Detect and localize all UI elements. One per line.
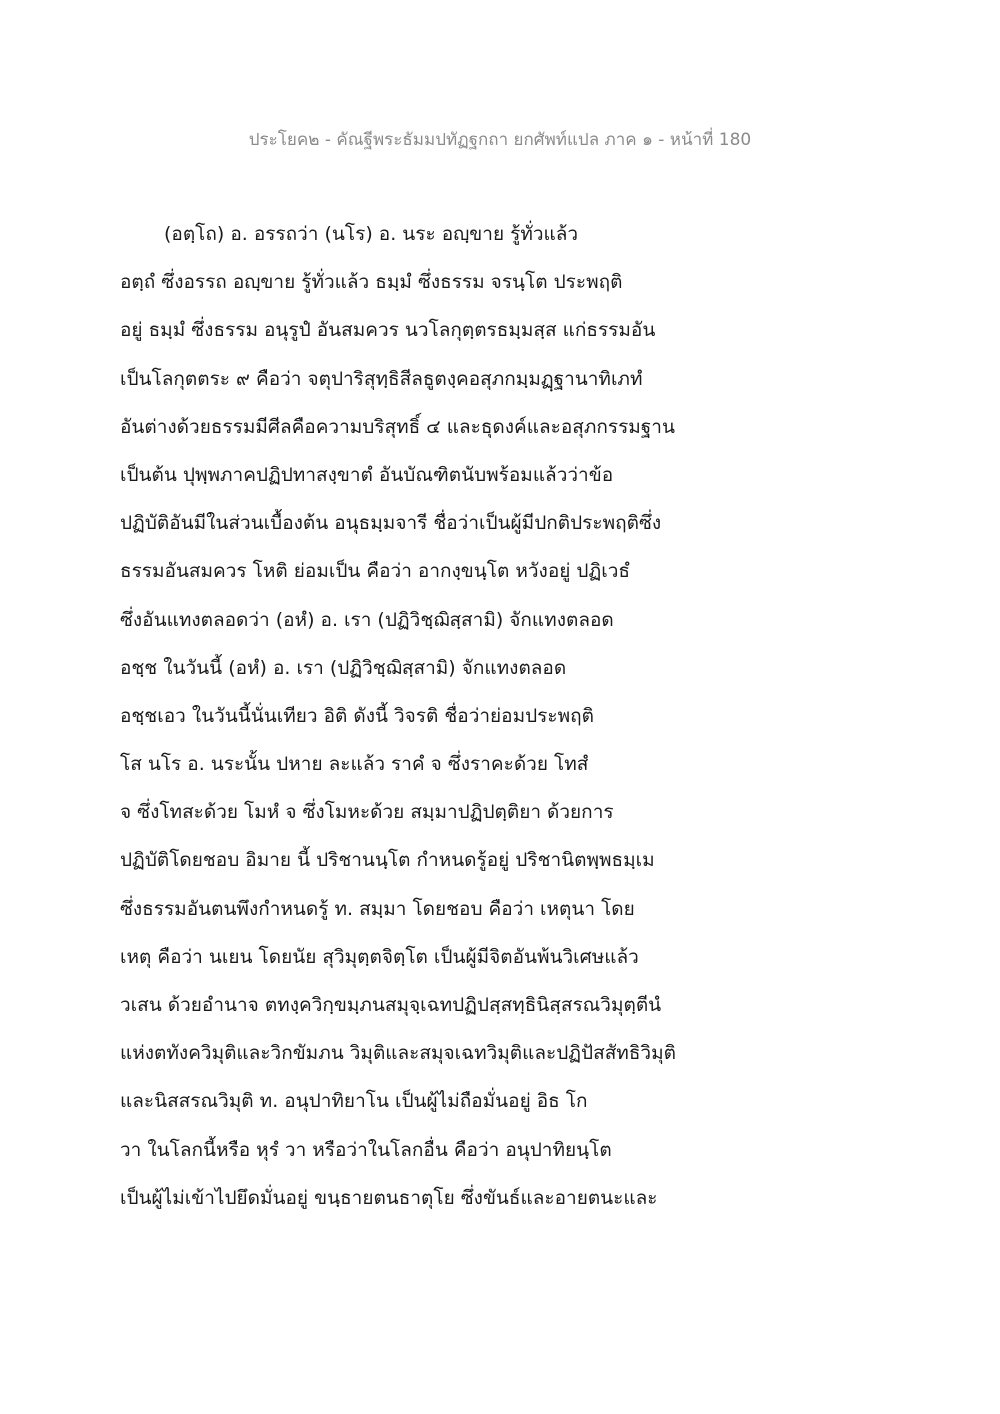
body-text [120,216,720,1228]
text-line: จ ซึ่งโทสะด้วย โมหํ จ ซึ่งโมหะด้วย สมฺมาปฏิปตฺติยา ด้วยการ [120,801,614,824]
text-line: (อตฺโถ) อ. อรรถว่า (นโร) อ. นระ อญฺขาย รู้ทั่วแล้ว [164,223,579,245]
text-line: ธรรมอันสมควร โหติ ย่อมเป็น คือว่า อากงฺขนฺโต หวังอยู่ ปฏิเวธํ [120,560,630,583]
text-line: โส นโร อ. นระนั้น ปหาย ละแล้ว ราคํ จ ซึ่งราคะด้วย โทสํ [120,753,589,776]
text-line: วเสน ด้วยอำนาจ ตทงฺควิกฺขมฺภนสมุจฺเฉทปฏิปสฺสทฺธินิสฺสรณวิมุตฺตีนํ [120,994,662,1016]
text-line: แห่งตทังควิมุติและวิกขัมภน วิมุติและสมุจเฉทวิมุติและปฏิปัสสัทธิวิมุติ [120,1042,676,1065]
text-line: อตฺถํ ซึ่งอรรถ อญฺขาย รู้ทั่วแล้ว ธมฺมํ ซึ่งธรรม จรนฺโต ประพฤติ [120,271,623,294]
text-line: ปฏิบัติอันมีในส่วนเบื้องต้น อนุธมฺมจารี ชื่อว่าเป็นผู้มีปกติประพฤติซึ่ง [120,512,662,535]
text-line: อชฺชเอว ในวันนี้นั่นเทียว อิติ ดังนี้ วิจรติ ชื่อว่าย่อมประพฤติ [120,704,594,727]
running-header: ประโยค๒ - คัณฐีพระธัมมปทัฏฐกถา ยกศัพท์แปล ภาค ๑ - หน้าที่ 180 [248,130,752,150]
text-line: อยู่ ธมฺมํ ซึ่งธรรม อนุรูปํ อันสมควร นวโลกุตฺตรธมฺมสฺส แก่ธรรมอัน [120,319,656,342]
text-line: ซึ่งธรรมอันตนพึงกำหนดรู้ ท. สมฺมา โดยชอบ คือว่า เหตุนา โดย [120,897,635,920]
text-line: เป็นต้น ปุพฺพภาคปฏิปทาสงฺขาตํ อันบัณฑิตนับพร้อมแล้วว่าข้อ [120,463,614,486]
text-line: ซึ่งอันแทงตลอดว่า (อหํ) อ. เรา (ปฏิวิชฺฌิสฺสามิ) จักแทงตลอด [120,608,614,631]
text-line: เหตุ คือว่า นเยน โดยนัย สุวิมุตฺตจิตฺโต เป็นผู้มีจิตอันพ้นวิเศษแล้ว [120,945,639,968]
text-line: เป็นโลกุตตระ ๙ คือว่า จตุปาริสุทฺธิสีลธูตงฺคอสุภกมฺมฏฺฐานาทิเภทํ [120,367,643,390]
text-line: วา ในโลกนี้หรือ หุรํ วา หรือว่าในโลกอื่น คือว่า อนุปาทิยนฺโต [120,1138,612,1161]
text-line: อันต่างด้วยธรรมมีศีลคือความบริสุทธิ์ ๔ และธุดงค์และอสุภกรรมฐาน [120,415,675,438]
text-line: และนิสสรณวิมุติ ท. อนุปาทิยาโน เป็นผู้ไม่ถือมั่นอยู่ อิธ โก [120,1090,588,1113]
text-line: อชฺช ในวันนี้ (อหํ) อ. เรา (ปฏิวิชฺฌิสฺสามิ) จักแทงตลอด [120,656,567,679]
text-line: เป็นผู้ไม่เข้าไปยึดมั่นอยู่ ขนฺธายตนธาตุโย ซึ่งขันธ์และอายตนะและ [120,1186,658,1209]
text-line: ปฏิบัติโดยชอบ อิมาย นี้ ปริชานนฺโต กำหนดรู้อยู่ ปริชานิตพฺพธมฺเม [120,849,655,872]
